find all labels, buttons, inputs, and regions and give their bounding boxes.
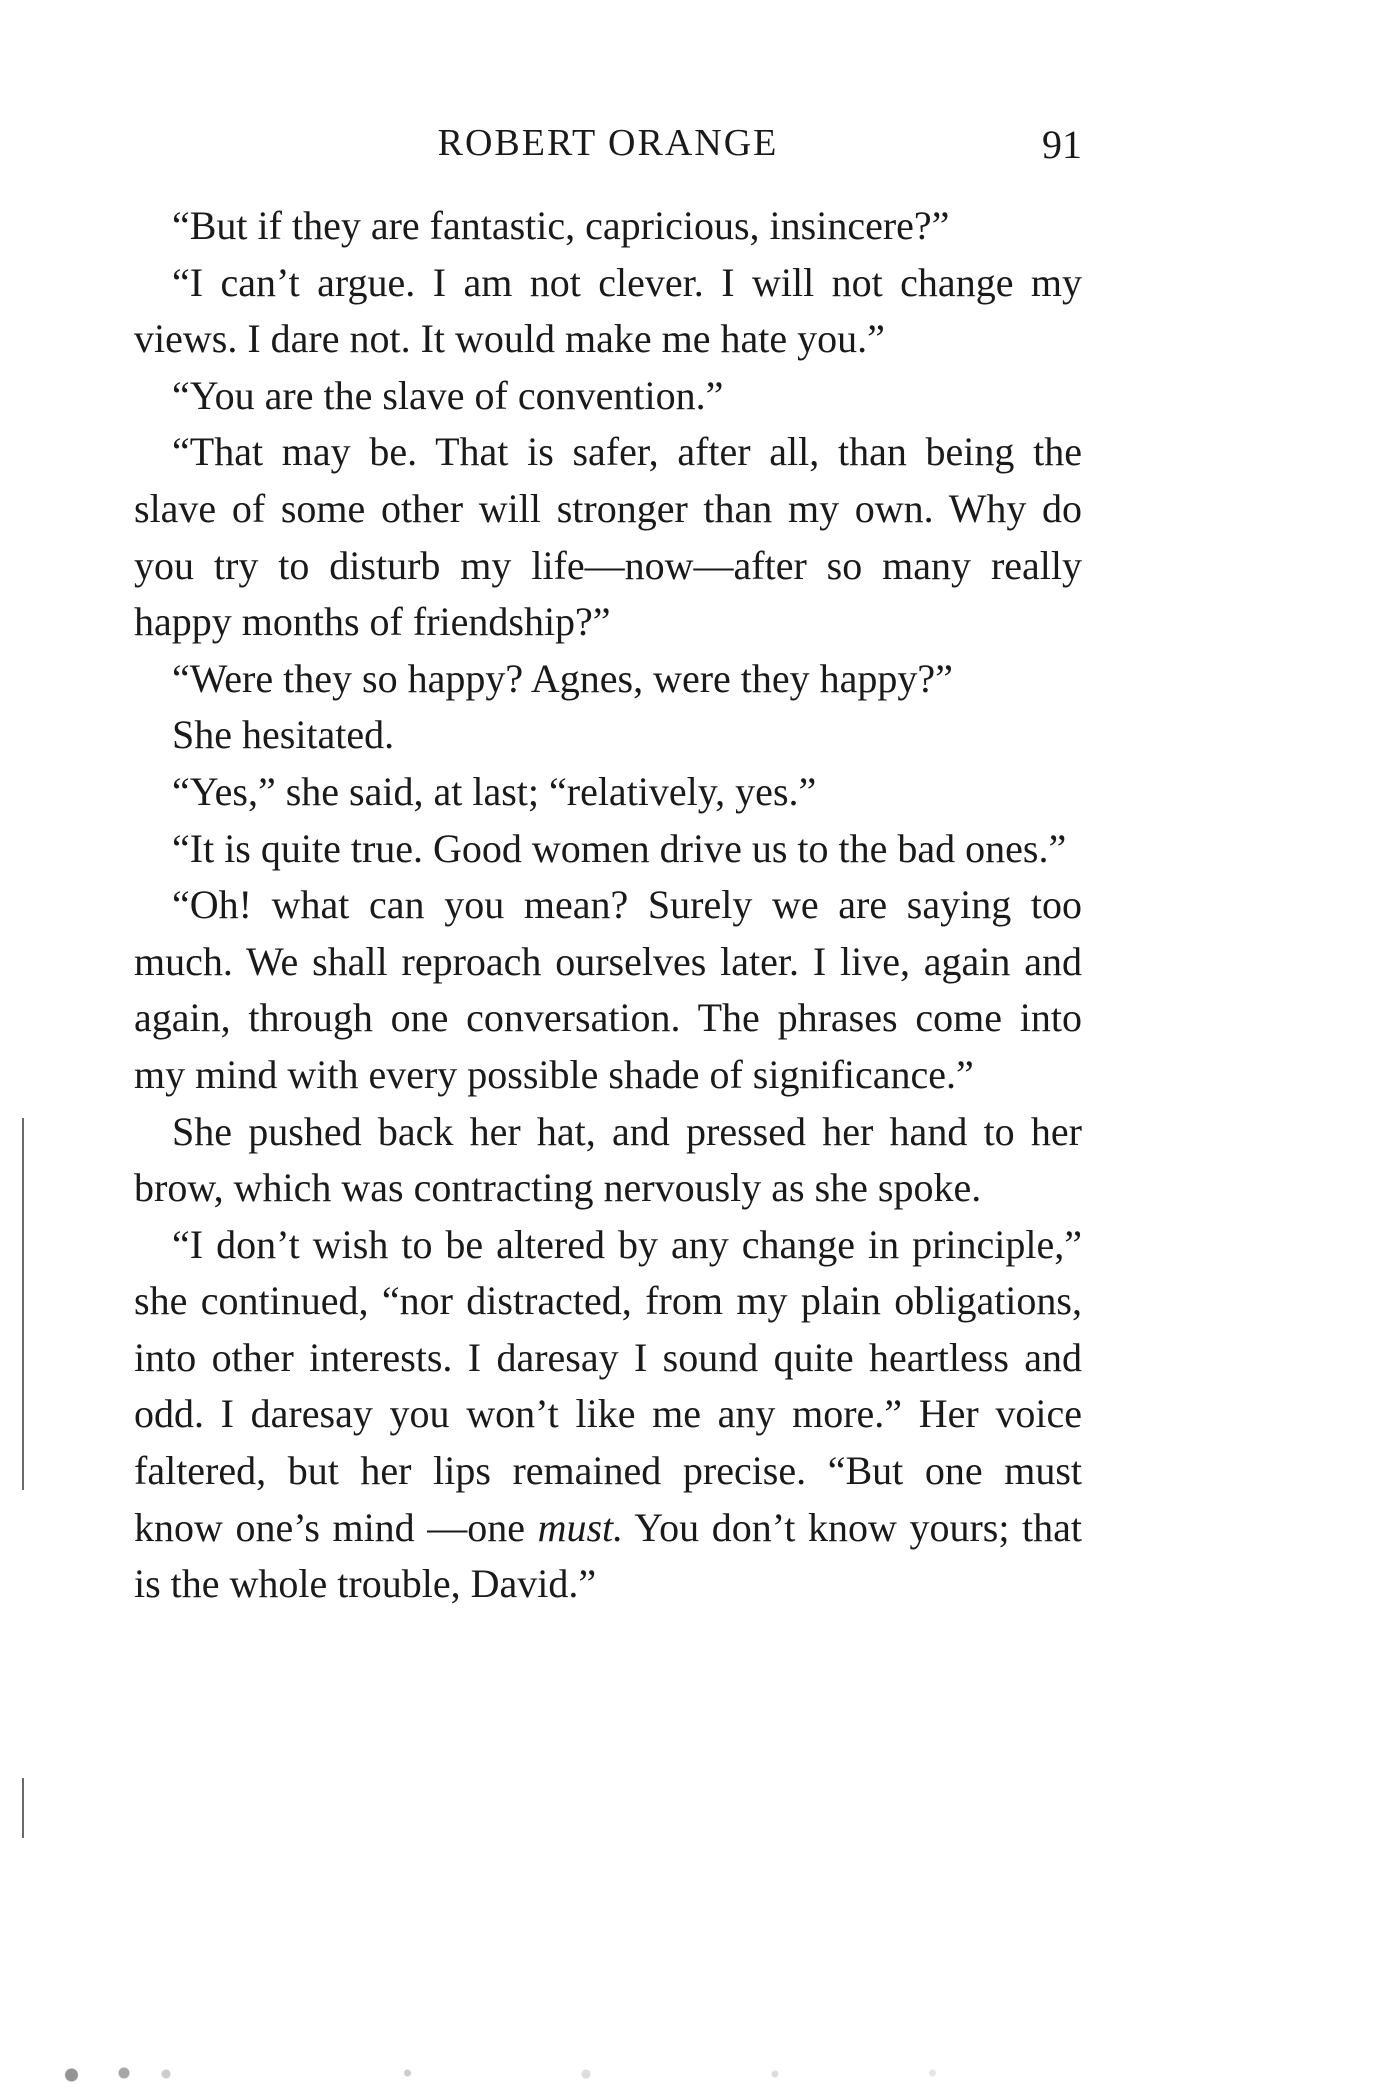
paragraph-11-before: “I don’t wish to be altered by any change in principle,” she continued, “nor distracted, from my plain obligations, into other interests. I daresay I sound quite heartless and odd. I daresay you won’t like me any more.” Her voice faltered, but her lips remained precise. “But one must know one’s mind —one — [134, 1221, 1082, 1550]
paragraph-2: “I can’t argue. I am not clever. I will not change my views. I dare not. It would make me hate you.” — [134, 259, 1082, 362]
paragraph-9: “Oh! what can you mean? Surely we are saying too much. We shall reproach ourselves later. I live, again and again, through one conversation. The phrases come into my mind with every possible shade of significance.” — [134, 882, 1082, 1097]
paragraph-6: She hesitated. — [172, 712, 395, 758]
paragraph-7: “Yes,” she said, at last; “relatively, yes.” — [172, 768, 817, 814]
paragraph-1: “But if they are fantastic, capricious, insincere?” — [172, 203, 950, 248]
page-number: 91 — [1042, 122, 1082, 167]
paragraph-11-emphasis: must. — [537, 1504, 624, 1550]
paragraph-10: She pushed back her hat, and pressed her hand to her brow, which was contracting nervously as she spoke. — [134, 1108, 1082, 1211]
paragraph-3: “You are the slave of convention.” — [172, 372, 724, 418]
text-block — [134, 198, 1082, 1613]
paragraph-8: “It is quite true. Good women drive us to the bad ones.” — [172, 825, 1067, 871]
scan-smudge — [40, 2063, 1090, 2083]
margin-scan-line-upper — [22, 1118, 24, 1490]
margin-scan-line-lower — [22, 1778, 24, 1838]
running-title: ROBERT ORANGE — [437, 122, 779, 164]
paragraph-11 — [134, 1217, 1082, 1613]
paragraph-4: “That may be. That is safer, after all, than being the slave of some other will stronger than my own. Why do you try to disturb my life—now—after so many really happy months of friendship?” — [134, 429, 1082, 645]
running-head — [134, 118, 1082, 168]
paragraph-11-after: You don’t know yours; that is the whole trouble, David.” — [134, 1504, 1082, 1607]
paragraph-5: “Were they so happy? Agnes, were they happy?” — [172, 655, 953, 701]
